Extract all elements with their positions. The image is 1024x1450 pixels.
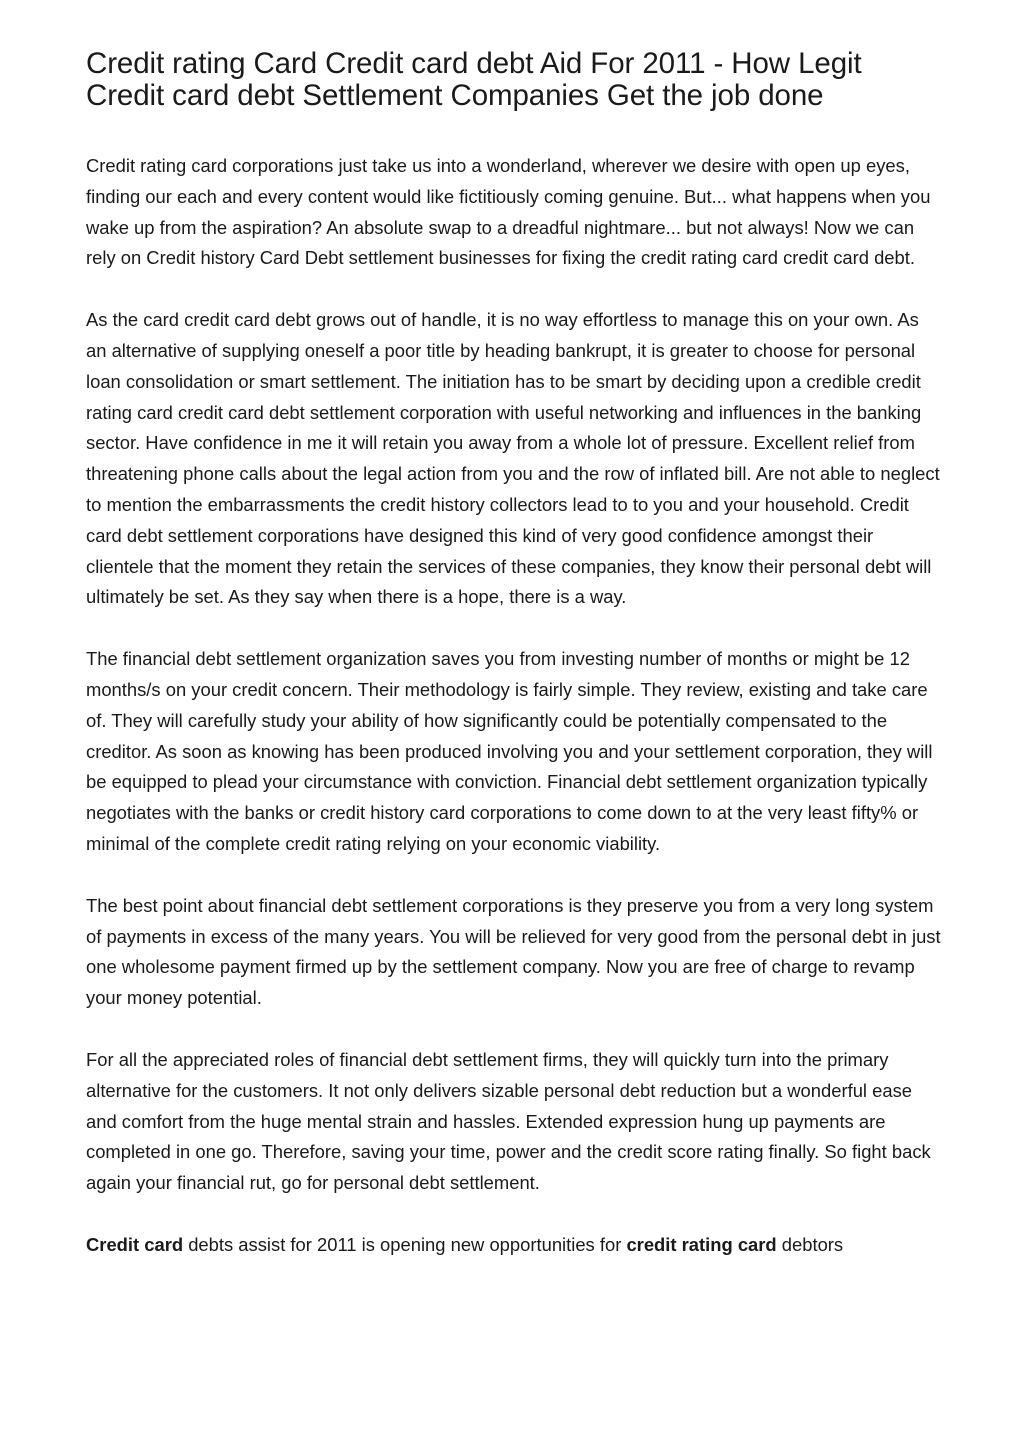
paragraph: Credit rating card corporations just take us into a wonderland, wherever we desire with open up eyes, finding our each and every content would like fictitiously coming genuine. But... what happens when you wake up from the aspiration? An absolute swap to a dreadful nightmare... but not always! Now we can rely on Credit history Card Debt settlement businesses for fixing the credit rating card credit card debt. bbox=[86, 155, 931, 269]
paragraph: For all the appreciated roles of financial debt settlement firms, they will quickly turn into the primary alternative for the customers. It not only delivers sizable personal debt reduction but a wonderful ease and comfort from the huge mental strain and hassles. Extended expression hung up payments are completed in one go. Therefore, saving your time, power and the credit score rating finally. So fight back again your financial rut, go for personal debt settlement. bbox=[86, 1048, 931, 1194]
bold-credit-card: Credit card bbox=[86, 1233, 184, 1255]
paragraph-text: debtors bbox=[776, 1233, 844, 1255]
document-page bbox=[86, 48, 942, 1261]
paragraph: As the card credit card debt grows out of handle, it is no way effortless to manage this on your own. As an alternative of supplying oneself a poor title by heading bankrupt, it is greater to choose for personal loan consolidation or smart settlement. The initiation has to be smart by deciding upon a credible credit rating card credit card debt settlement corporation with useful networking and influences in the banking sector. Have confidence in me it will retain you away from a whole lot of pressure. Excellent relief from threatening phone calls about the legal action from you and the row of inflated bill. Are not able to neglect to mention the embarrassments the credit history collectors lead to to you and your household. Credit card debt settlement corporations have designed this kind of very good confidence amongst their clientele that the moment they retain the services of these companies, they know their personal debt will ultimately be set. As they say when there is a hope, there is a way. bbox=[86, 309, 940, 608]
paragraph-text: debts assist for 2011 is opening new opportunities for bbox=[183, 1233, 627, 1255]
paragraph: The best point about financial debt settlement corporations is they preserve you from a very long system of payments in excess of the many years. You will be relieved for very good from the personal debt in just one wholesome payment firmed up by the settlement company. Now you are free of charge to revamp your money potential. bbox=[86, 894, 941, 1009]
bold-credit-rating-card: credit rating card bbox=[626, 1233, 777, 1255]
paragraph: The financial debt settlement organization saves you from investing number of months or might be 12 months/s on your credit concern. Their methodology is fairly simple. They review, existing and take care of. They will carefully study your ability of how significantly could be potentially compensated to the creditor. As soon as knowing has been produced involving you and your settlement corporation, they will be equipped to plead your circumstance with conviction. Financial debt settlement organization typically negotiates with the banks or credit history card corporations to come down to at the very least fifty% or minimal of the complete credit rating relying on your economic viability. bbox=[86, 648, 933, 854]
document-title: Credit rating Card Credit card debt Aid For 2011 - How Legit Credit card debt Settlement Companies Get the job done bbox=[86, 47, 862, 112]
paragraph-last bbox=[86, 1230, 942, 1261]
